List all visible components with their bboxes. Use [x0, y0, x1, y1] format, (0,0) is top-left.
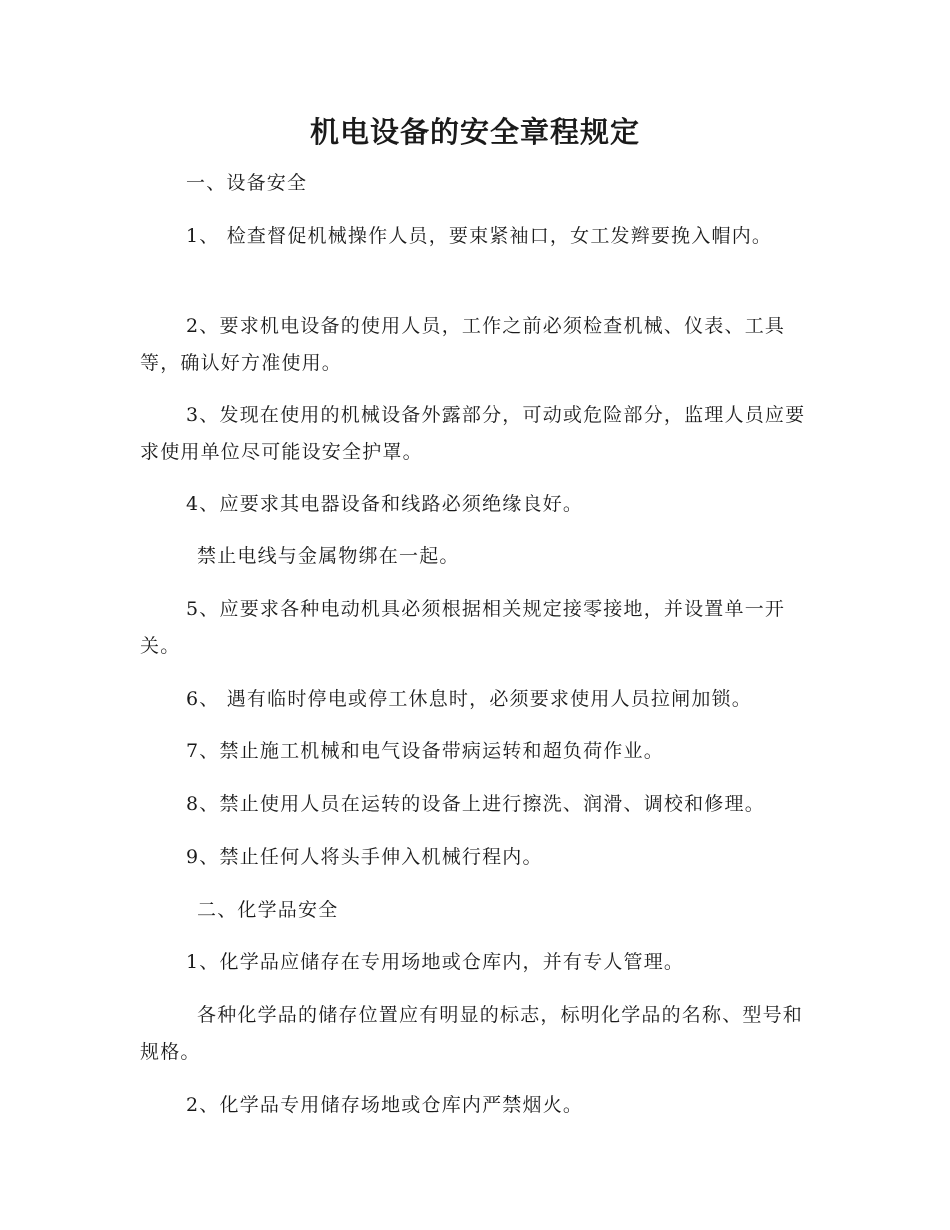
section-heading-equipment-safety: 一、设备安全 [186, 172, 308, 194]
paragraph-item-4-note: 禁止电线与金属物绑在一起。 [197, 545, 460, 567]
paragraph-item-4: 4、应要求其电器设备和线路必须绝缘良好。 [186, 493, 584, 515]
paragraph-item-3: 3、发现在使用的机械设备外露部分，可动或危险部分，监理人员应要求使用单位尽可能设安全护罩。 [140, 404, 806, 463]
document-title: 机电设备的安全章程规定 [309, 115, 640, 149]
paragraph-item-8: 8、禁止使用人员在运转的设备上进行擦洗、润滑、调校和修理。 [186, 793, 765, 815]
paragraph-item-6: 6、 遇有临时停电或停工休息时，必须要求使用人员拉闸加锁。 [186, 688, 752, 710]
paragraph-item-7: 7、禁止施工机械和电气设备带病运转和超负荷作业。 [186, 740, 664, 762]
paragraph-chem-item-1: 1、化学品应储存在专用场地或仓库内，并有专人管理。 [186, 951, 685, 973]
paragraph-item-2: 2、要求机电设备的使用人员，工作之前必须检查机械、仪表、工具等，确认好方准使用。 [140, 315, 786, 374]
paragraph-item-1: 1、 检查督促机械操作人员，要束紧袖口，女工发辫要挽入帽内。 [186, 225, 773, 247]
paragraph-item-5: 5、应要求各种电动机具必须根据相关规定接零接地，并设置单一开关。 [140, 598, 786, 657]
paragraph-chem-item-2: 2、化学品专用储存场地或仓库内严禁烟火。 [186, 1094, 584, 1116]
section-heading-chemical-safety: 二、化学品安全 [197, 899, 339, 921]
paragraph-item-9: 9、禁止任何人将头手伸入机械行程内。 [186, 846, 543, 868]
paragraph-chem-item-1-note: 各种化学品的储存位置应有明显的标志，标明化学品的名称、型号和规格。 [140, 1004, 804, 1063]
